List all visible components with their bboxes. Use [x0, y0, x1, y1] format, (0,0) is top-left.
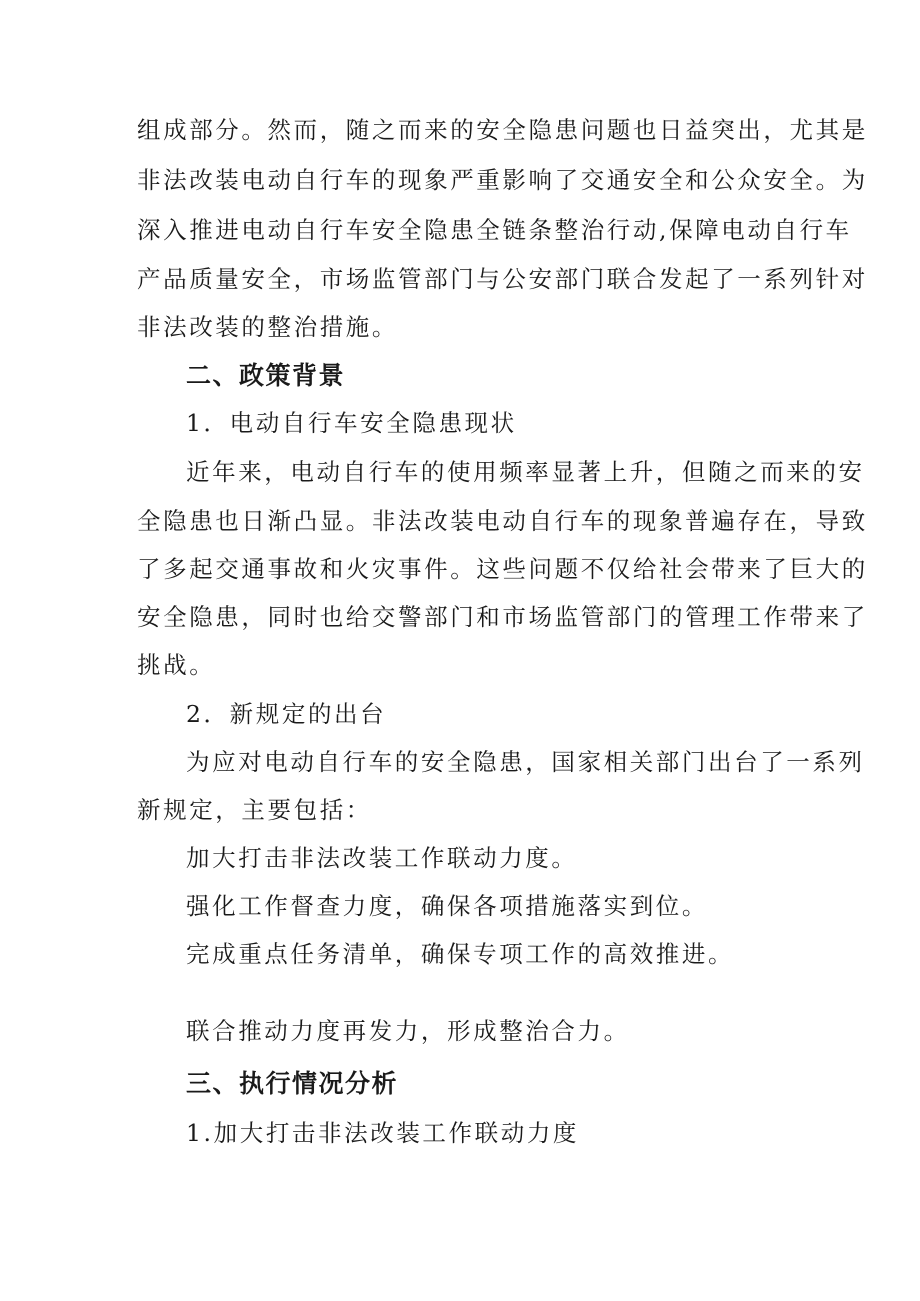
intro-line-2: 非法改装电动自行车的现象严重影响了交通安全和公众安全。为 — [137, 166, 868, 194]
paragraph-line-5: 挑战。 — [137, 651, 216, 679]
section-heading-execution-analysis: 三、执行情况分析 — [186, 1069, 399, 1098]
paragraph-line-3: 了多起交通事故和火灾事件。这些问题不仅给社会带来了巨大的 — [137, 555, 868, 583]
section-heading-policy-background: 二、政策背景 — [186, 361, 346, 390]
list-item: 联合推动力度再发力，形成整治合力。 — [186, 1017, 630, 1045]
subsection-heading-crackdown: 1.加大打击非法改装工作联动力度 — [186, 1119, 580, 1147]
intro-line-3: 深入推进电动自行车安全隐患全链条整治行动,保障电动自行车 — [137, 216, 852, 244]
paragraph-line-6: 为应对电动自行车的安全隐患，国家相关部门出台了一系列 — [186, 748, 865, 776]
subsection-heading-new-rules: 2．新规定的出台 — [186, 700, 387, 728]
paragraph-line-1: 近年来，电动自行车的使用频率显著上升，但随之而来的安 — [186, 458, 865, 486]
list-item: 加大打击非法改装工作联动力度。 — [186, 844, 578, 872]
list-item: 强化工作督查力度，确保各项措施落实到位。 — [186, 892, 708, 920]
intro-line-5: 非法改装的整治措施。 — [137, 313, 398, 341]
paragraph-line-7: 新规定，主要包括： — [137, 796, 372, 824]
paragraph-line-2: 全隐患也日渐凸显。非法改装电动自行车的现象普遍存在，导致 — [137, 507, 868, 535]
subsection-heading-safety-status: 1．电动自行车安全隐患现状 — [186, 409, 517, 437]
paragraph-line-4: 安全隐患，同时也给交警部门和市场监管部门的管理工作带来了 — [137, 603, 868, 631]
list-item: 完成重点任务清单，确保专项工作的高效推进。 — [186, 940, 735, 968]
intro-line-4: 产品质量安全，市场监管部门与公安部门联合发起了一系列针对 — [137, 265, 868, 293]
intro-line-1: 组成部分。然而，随之而来的安全隐患问题也日益突出，尤其是 — [137, 116, 868, 144]
